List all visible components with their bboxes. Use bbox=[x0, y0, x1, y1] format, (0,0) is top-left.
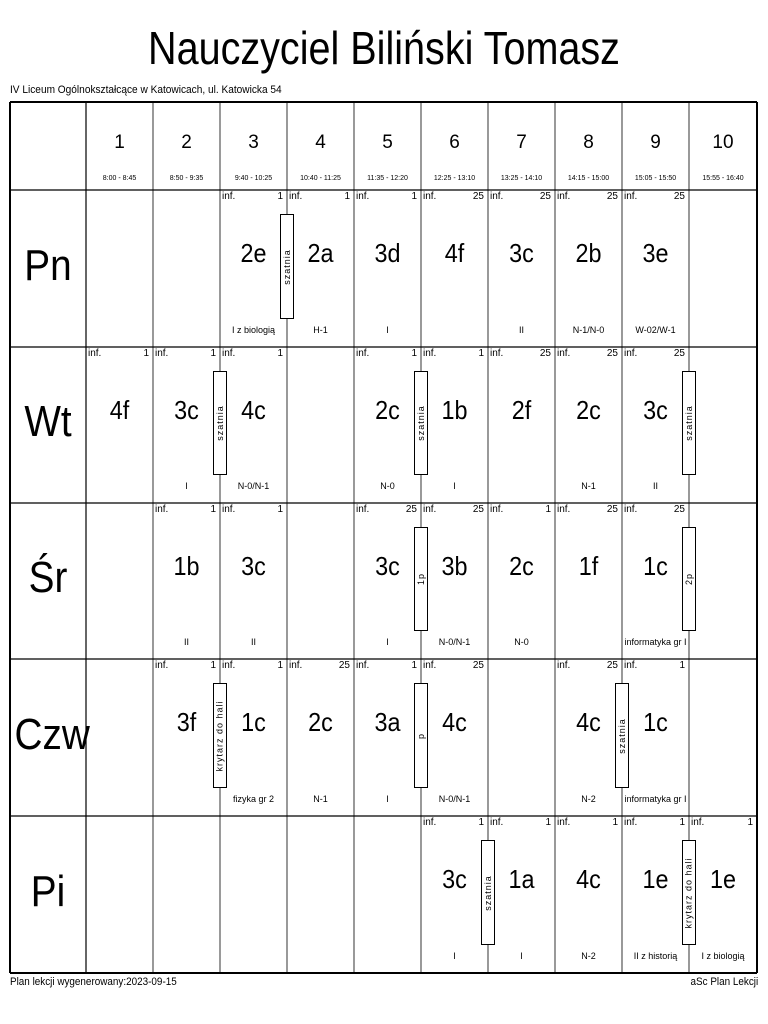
lesson-group: N-1 bbox=[313, 794, 328, 804]
lesson-class: 1a bbox=[508, 864, 535, 894]
lesson-room: 1 bbox=[277, 191, 283, 202]
lesson-room: 25 bbox=[606, 504, 618, 515]
lesson-room: 25 bbox=[606, 191, 618, 202]
lesson-group: N-0/N-1 bbox=[237, 481, 270, 491]
lesson-subject: inf. bbox=[557, 348, 571, 359]
lesson-subject: inf. bbox=[356, 660, 370, 671]
lesson-subject: inf. bbox=[222, 348, 236, 359]
lesson-room: 25 bbox=[539, 348, 551, 359]
lesson-room: 1 bbox=[679, 817, 685, 828]
period-number: 6 bbox=[449, 132, 460, 153]
duty-tag bbox=[682, 371, 696, 475]
lesson-cell bbox=[354, 503, 421, 659]
lesson-class: 1c bbox=[241, 707, 266, 737]
duty-tag bbox=[213, 371, 227, 475]
day-label: Śr bbox=[28, 553, 68, 602]
lesson-group: H-1 bbox=[313, 325, 328, 335]
lesson-subject: inf. bbox=[423, 817, 437, 828]
lesson-cell bbox=[488, 816, 555, 973]
generated-date: Plan lekcji wygenerowany:2023-09-15 bbox=[10, 976, 177, 988]
lesson-room: 1 bbox=[545, 817, 551, 828]
duty-tag bbox=[615, 683, 629, 788]
lesson-class: 3d bbox=[374, 238, 401, 268]
lesson-class: 2c bbox=[576, 395, 601, 425]
lesson-class: 4f bbox=[109, 395, 130, 425]
lesson-room: 1 bbox=[478, 817, 484, 828]
lesson-room: 25 bbox=[673, 191, 685, 202]
period-number: 4 bbox=[315, 132, 326, 153]
lesson-group: informatyka gr I bbox=[624, 637, 687, 647]
lesson-cell bbox=[421, 816, 488, 973]
lesson-subject: inf. bbox=[490, 817, 504, 828]
lesson-group: I z biologią bbox=[231, 325, 276, 335]
lesson-subject: inf. bbox=[356, 191, 370, 202]
lesson-class: 1f bbox=[578, 551, 599, 581]
lesson-cell bbox=[220, 347, 287, 503]
lesson-subject: inf. bbox=[155, 504, 169, 515]
period-number: 10 bbox=[712, 132, 734, 153]
duty-text: szatnia bbox=[282, 248, 292, 285]
page-title: Nauczyciel Biliński Tomasz bbox=[148, 22, 620, 74]
period-time: 13:25 - 14:10 bbox=[500, 175, 543, 182]
lesson-cell bbox=[153, 347, 220, 503]
lesson-subject: inf. bbox=[557, 191, 571, 202]
lesson-cell bbox=[555, 190, 622, 347]
lesson-room: 1 bbox=[545, 504, 551, 515]
duty-tag bbox=[213, 683, 227, 788]
period-time: 12:25 - 13:10 bbox=[433, 175, 476, 182]
lesson-subject: inf. bbox=[222, 660, 236, 671]
lesson-subject: inf. bbox=[423, 660, 437, 671]
lesson-room: 1 bbox=[411, 191, 417, 202]
lesson-class: 4c bbox=[241, 395, 266, 425]
lesson-subject: inf. bbox=[155, 660, 169, 671]
lesson-subject: inf. bbox=[155, 348, 169, 359]
duty-tag bbox=[414, 371, 428, 475]
school-address: IV Liceum Ogólnokształcące w Katowicach, ul. Katowicka 54 bbox=[10, 84, 282, 96]
lesson-class: 3c bbox=[241, 551, 266, 581]
lesson-cell bbox=[622, 816, 689, 973]
lesson-group: N-0 bbox=[514, 637, 529, 647]
lesson-room: 1 bbox=[747, 817, 753, 828]
lesson-cell bbox=[421, 503, 488, 659]
duty-tag bbox=[414, 527, 428, 631]
lesson-room: 1 bbox=[344, 191, 350, 202]
lesson-group: II bbox=[518, 325, 524, 335]
duty-tag bbox=[481, 840, 495, 945]
lesson-class: 2e bbox=[240, 238, 267, 268]
period-number: 1 bbox=[114, 132, 125, 153]
lesson-class: 3c bbox=[442, 864, 467, 894]
lesson-cell bbox=[421, 190, 488, 347]
lesson-group: N-0/N-1 bbox=[438, 637, 471, 647]
lesson-room: 25 bbox=[539, 191, 551, 202]
lesson-cell bbox=[220, 503, 287, 659]
lesson-cell bbox=[555, 347, 622, 503]
lesson-subject: inf. bbox=[289, 660, 303, 671]
lesson-subject: inf. bbox=[624, 660, 638, 671]
lesson-cell bbox=[555, 659, 622, 816]
lesson-room: 1 bbox=[210, 348, 216, 359]
lesson-subject: inf. bbox=[423, 348, 437, 359]
lesson-room: 1 bbox=[210, 504, 216, 515]
duty-text: szatnia bbox=[483, 874, 493, 911]
lesson-class: 1b bbox=[441, 395, 468, 425]
lesson-cell bbox=[421, 659, 488, 816]
duty-text: 1p bbox=[416, 572, 427, 586]
period-time: 8:00 - 8:45 bbox=[102, 175, 137, 182]
lesson-group: fizyka gr 2 bbox=[232, 794, 274, 804]
lesson-class: 2a bbox=[307, 238, 334, 268]
lesson-class: 4f bbox=[444, 238, 465, 268]
lesson-room: 1 bbox=[277, 348, 283, 359]
duty-text: szatnia bbox=[416, 405, 426, 441]
lesson-cell bbox=[421, 347, 488, 503]
lesson-group: W-02/W-1 bbox=[635, 325, 676, 335]
lesson-subject: inf. bbox=[557, 504, 571, 515]
lesson-subject: inf. bbox=[624, 504, 638, 515]
day-label: Pi bbox=[30, 866, 66, 916]
duty-text: szatnia bbox=[684, 405, 694, 441]
period-number: 2 bbox=[181, 132, 192, 153]
lesson-room: 1 bbox=[277, 504, 283, 515]
lesson-group: N-1 bbox=[581, 481, 596, 491]
period-time: 9:40 - 10:25 bbox=[234, 175, 273, 182]
period-number: 3 bbox=[248, 132, 259, 153]
lesson-class: 3f bbox=[176, 707, 197, 737]
lesson-group: I bbox=[453, 951, 456, 961]
lesson-class: 2c bbox=[375, 395, 400, 425]
lesson-cell bbox=[488, 347, 555, 503]
lesson-group: N-1/N-0 bbox=[572, 325, 605, 335]
duty-text: krytarz do hali bbox=[684, 856, 694, 929]
lesson-room: 1 bbox=[411, 660, 417, 671]
period-time: 10:40 - 11:25 bbox=[300, 175, 341, 182]
lesson-room: 1 bbox=[210, 660, 216, 671]
app-credit: aSc Plan Lekcji bbox=[690, 976, 758, 988]
lesson-class: 3e bbox=[642, 238, 669, 268]
lesson-group: N-2 bbox=[581, 794, 596, 804]
lesson-group: N-0 bbox=[380, 481, 395, 491]
period-time: 15:05 - 15:50 bbox=[634, 175, 677, 182]
lesson-subject: inf. bbox=[691, 817, 705, 828]
lesson-cell bbox=[354, 347, 421, 503]
period-number: 7 bbox=[516, 132, 527, 153]
lesson-cell bbox=[622, 347, 689, 503]
lesson-subject: inf. bbox=[624, 817, 638, 828]
lesson-group: I bbox=[185, 481, 188, 491]
lesson-room: 1 bbox=[679, 660, 685, 671]
lesson-room: 25 bbox=[673, 348, 685, 359]
duty-tag bbox=[414, 683, 428, 788]
lesson-room: 1 bbox=[143, 348, 149, 359]
period-time: 11:35 - 12:20 bbox=[367, 175, 408, 182]
lesson-subject: inf. bbox=[356, 504, 370, 515]
lesson-room: 25 bbox=[338, 660, 350, 671]
lesson-cell bbox=[622, 659, 689, 816]
lesson-cell bbox=[153, 659, 220, 816]
lesson-subject: inf. bbox=[624, 348, 638, 359]
lesson-class: 1b bbox=[173, 551, 200, 581]
lesson-room: 1 bbox=[277, 660, 283, 671]
lesson-subject: inf. bbox=[557, 817, 571, 828]
lesson-cell bbox=[622, 190, 689, 347]
lesson-group: I bbox=[386, 637, 389, 647]
lesson-cell bbox=[622, 503, 689, 659]
lesson-class: 1c bbox=[643, 707, 668, 737]
day-label: Wt bbox=[24, 397, 72, 446]
lesson-class: 4c bbox=[576, 707, 601, 737]
day-label: Czw bbox=[14, 709, 90, 759]
lesson-room: 25 bbox=[472, 191, 484, 202]
lesson-class: 2c bbox=[509, 551, 534, 581]
duty-text: szatnia bbox=[215, 405, 225, 441]
lesson-class: 4c bbox=[442, 707, 467, 737]
duty-text: p bbox=[415, 732, 426, 739]
period-time: 15:55 - 16:40 bbox=[702, 175, 744, 182]
lesson-cell bbox=[287, 190, 354, 347]
lesson-room: 1 bbox=[411, 348, 417, 359]
lesson-group: N-2 bbox=[581, 951, 596, 961]
lesson-class: 2f bbox=[511, 395, 532, 425]
lesson-class: 3c bbox=[174, 395, 199, 425]
lesson-class: 2c bbox=[308, 707, 333, 737]
lesson-group: II bbox=[652, 481, 658, 491]
period-time: 8:50 - 9:35 bbox=[169, 175, 204, 182]
lesson-class: 1c bbox=[643, 551, 668, 581]
lesson-class: 1e bbox=[642, 864, 669, 894]
period-time: 14:15 - 15:00 bbox=[567, 175, 610, 182]
duty-text: krytarz do hali bbox=[215, 699, 225, 772]
lesson-group: II bbox=[250, 637, 256, 647]
lesson-subject: inf. bbox=[490, 504, 504, 515]
lesson-subject: inf. bbox=[490, 191, 504, 202]
lesson-class: 2b bbox=[575, 238, 602, 268]
duty-tag bbox=[682, 527, 696, 631]
lesson-class: 3c bbox=[509, 238, 534, 268]
lesson-group: informatyka gr I bbox=[624, 794, 687, 804]
lesson-class: 4c bbox=[576, 864, 601, 894]
lesson-class: 3b bbox=[441, 551, 468, 581]
lesson-room: 25 bbox=[673, 504, 685, 515]
lesson-subject: inf. bbox=[490, 348, 504, 359]
lesson-subject: inf. bbox=[624, 191, 638, 202]
lesson-cell bbox=[153, 503, 220, 659]
lesson-room: 25 bbox=[472, 660, 484, 671]
lesson-subject: inf. bbox=[222, 191, 236, 202]
lesson-class: 1e bbox=[709, 864, 737, 894]
lesson-subject: inf. bbox=[289, 191, 303, 202]
lesson-group: I z biologią bbox=[701, 951, 745, 961]
lesson-class: 3c bbox=[375, 551, 400, 581]
lesson-cell bbox=[287, 659, 354, 816]
lesson-class: 3a bbox=[374, 707, 401, 737]
lesson-cell bbox=[86, 347, 153, 503]
lesson-group: I bbox=[520, 951, 523, 961]
lesson-cell bbox=[555, 503, 622, 659]
lesson-room: 1 bbox=[478, 348, 484, 359]
lesson-subject: inf. bbox=[356, 348, 370, 359]
lesson-cell bbox=[220, 190, 287, 347]
lesson-group: II z historią bbox=[633, 951, 678, 961]
period-number: 9 bbox=[650, 132, 661, 153]
duty-text: szatnia bbox=[617, 717, 627, 754]
lesson-subject: inf. bbox=[88, 348, 102, 359]
lesson-subject: inf. bbox=[222, 504, 236, 515]
lesson-room: 25 bbox=[606, 660, 618, 671]
lesson-subject: inf. bbox=[423, 504, 437, 515]
lesson-subject: inf. bbox=[557, 660, 571, 671]
day-label: Pn bbox=[24, 240, 72, 290]
lesson-group: II bbox=[183, 637, 189, 647]
lesson-subject: inf. bbox=[423, 191, 437, 202]
duty-tag bbox=[280, 214, 294, 319]
lesson-room: 25 bbox=[472, 504, 484, 515]
lesson-group: I bbox=[386, 325, 389, 335]
lesson-group: I bbox=[386, 794, 389, 804]
duty-text: 2p bbox=[684, 572, 695, 586]
lesson-room: 25 bbox=[405, 504, 417, 515]
lesson-group: I bbox=[453, 481, 456, 491]
period-number: 5 bbox=[382, 132, 393, 153]
lesson-cell bbox=[354, 190, 421, 347]
lesson-cell bbox=[689, 816, 757, 973]
lesson-group: N-0/N-1 bbox=[438, 794, 471, 804]
lesson-cell bbox=[555, 816, 622, 973]
duty-tag bbox=[682, 840, 696, 945]
lesson-cell bbox=[220, 659, 287, 816]
lesson-class: 3c bbox=[643, 395, 668, 425]
lesson-cell bbox=[354, 659, 421, 816]
lesson-cell bbox=[488, 190, 555, 347]
lesson-cell bbox=[488, 503, 555, 659]
lesson-room: 25 bbox=[606, 348, 618, 359]
lesson-room: 1 bbox=[612, 817, 618, 828]
period-number: 8 bbox=[583, 132, 594, 153]
